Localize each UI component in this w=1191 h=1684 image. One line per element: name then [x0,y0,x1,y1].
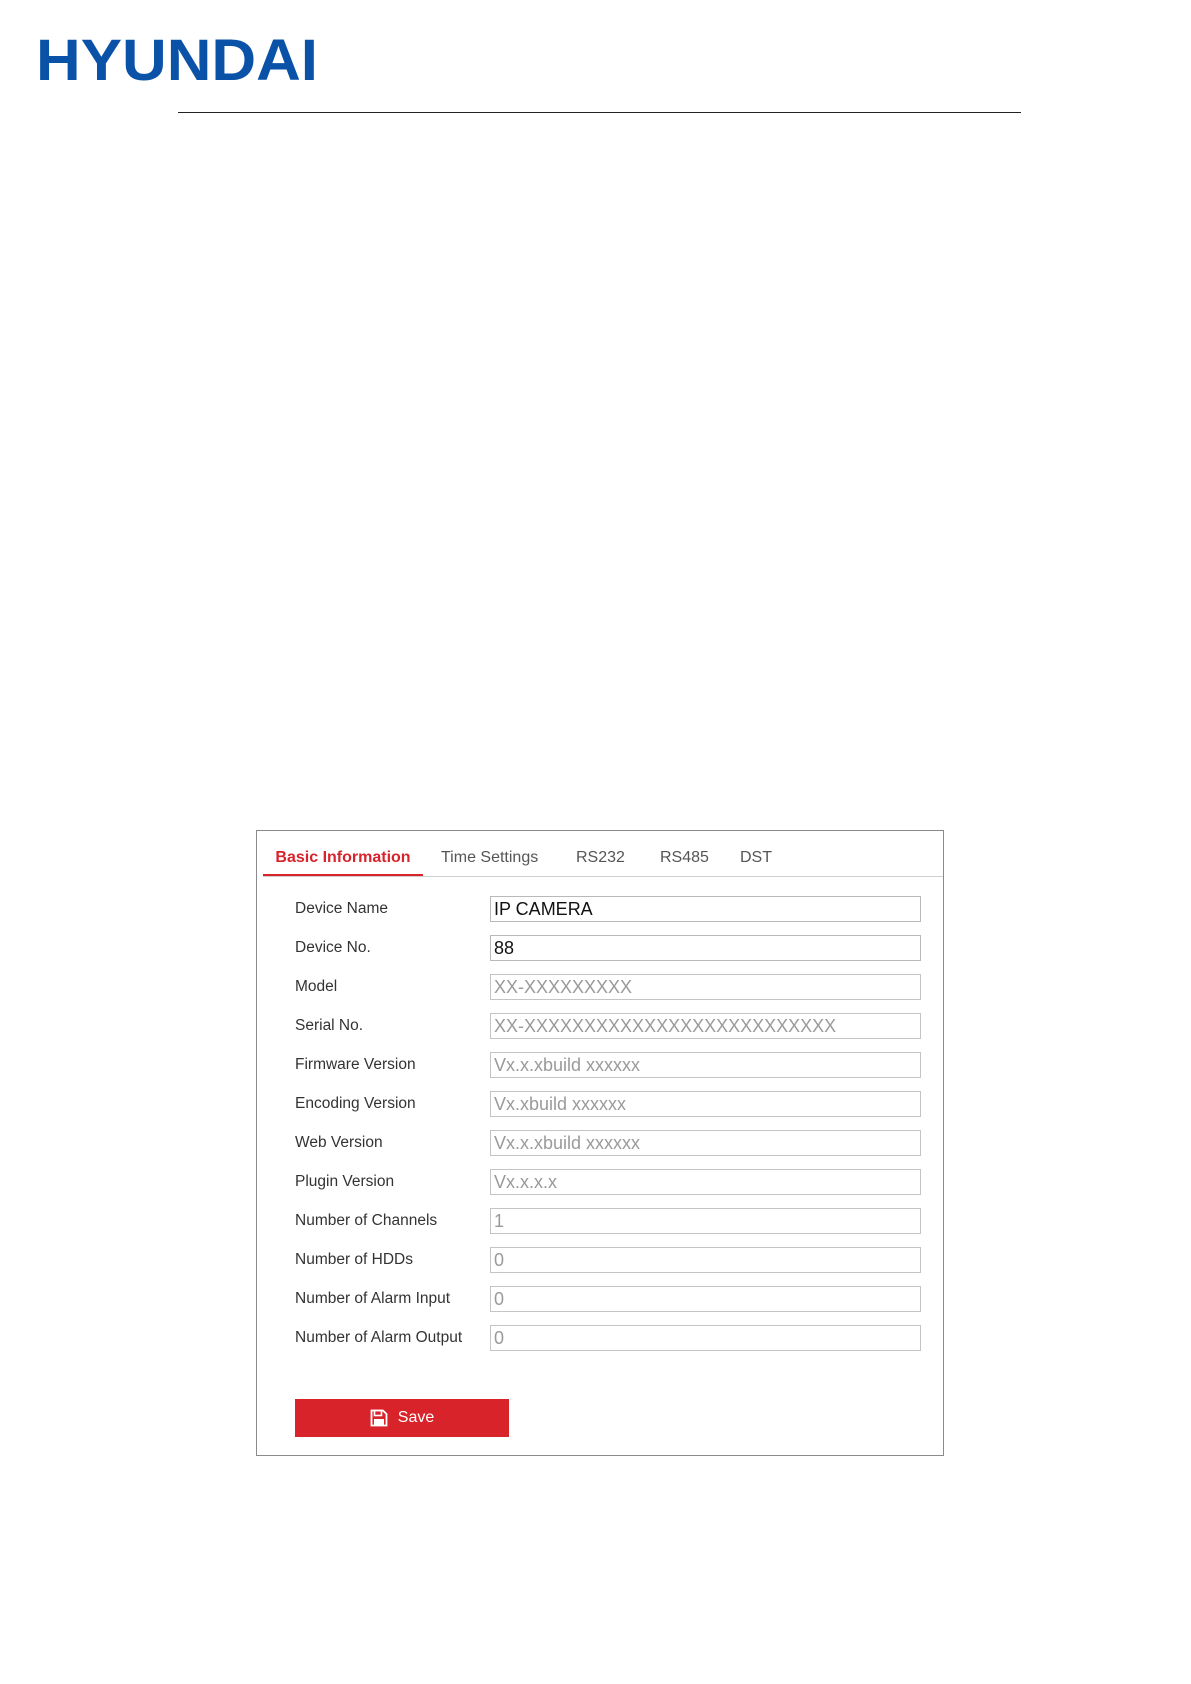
device-name-input[interactable] [490,896,921,922]
model-field: XX-XXXXXXXXX [490,974,921,1000]
form-row-number-of-channels [295,1208,921,1234]
number-of-alarm-input-field: 0 [490,1286,921,1312]
save-button[interactable] [295,1399,509,1437]
web-version-field: Vx.x.xbuild xxxxxx [490,1130,921,1156]
header-divider [178,112,1021,113]
number-of-alarm-output-label: Number of Alarm Output [295,1329,463,1346]
plugin-version-field: Vx.x.x.x [490,1169,921,1195]
firmware-version-field: Vx.x.xbuild xxxxxx [490,1052,921,1078]
form-row-device-name [295,896,921,922]
svg-text:HYUNDAI: HYUNDAI [36,30,318,85]
serial-no-field: XX-XXXXXXXXXXXXXXXXXXXXXXXXXX [490,1013,921,1039]
encoding-version-label: Encoding Version [295,1095,416,1112]
number-of-channels-label: Number of Channels [295,1212,438,1229]
tab-dst[interactable]: DST [740,849,772,866]
number-of-alarm-output-field: 0 [490,1325,921,1351]
form-row-device-no [295,935,921,961]
form-row-number-of-alarm-input [295,1286,921,1312]
number-of-hdds-label: Number of HDDs [295,1251,413,1268]
device-no-input[interactable] [490,935,921,961]
form-row-plugin-version [295,1169,921,1195]
device-info-panel [256,830,944,1456]
form-row-web-version [295,1130,921,1156]
tab-bar [263,831,943,877]
form-row-encoding-version [295,1091,921,1117]
number-of-channels-field: 1 [490,1208,921,1234]
device-no-label: Device No. [295,939,371,956]
form-row-number-of-hdds [295,1247,921,1273]
device-name-label: Device Name [295,900,389,917]
save-button-label: Save [397,1409,435,1426]
save-icon [370,1409,388,1427]
number-of-alarm-input-label: Number of Alarm Input [295,1290,451,1307]
plugin-version-label: Plugin Version [295,1173,395,1190]
form-row-firmware-version [295,1052,921,1078]
encoding-version-field: Vx.xbuild xxxxxx [490,1091,921,1117]
model-label: Model [295,978,338,995]
web-version-label: Web Version [295,1134,383,1151]
tab-rs232[interactable]: RS232 [576,849,625,866]
tab-time-settings[interactable]: Time Settings [441,849,539,866]
number-of-hdds-field: 0 [490,1247,921,1273]
serial-no-label: Serial No. [295,1017,364,1034]
hyundai-logo [36,30,321,85]
form-row-model [295,974,921,1000]
tab-basic-information[interactable]: Basic Information [263,831,423,876]
form-row-number-of-alarm-output [295,1325,921,1351]
firmware-version-label: Firmware Version [295,1056,416,1073]
form-row-serial-no [295,1013,921,1039]
tab-rs485[interactable]: RS485 [660,849,709,866]
